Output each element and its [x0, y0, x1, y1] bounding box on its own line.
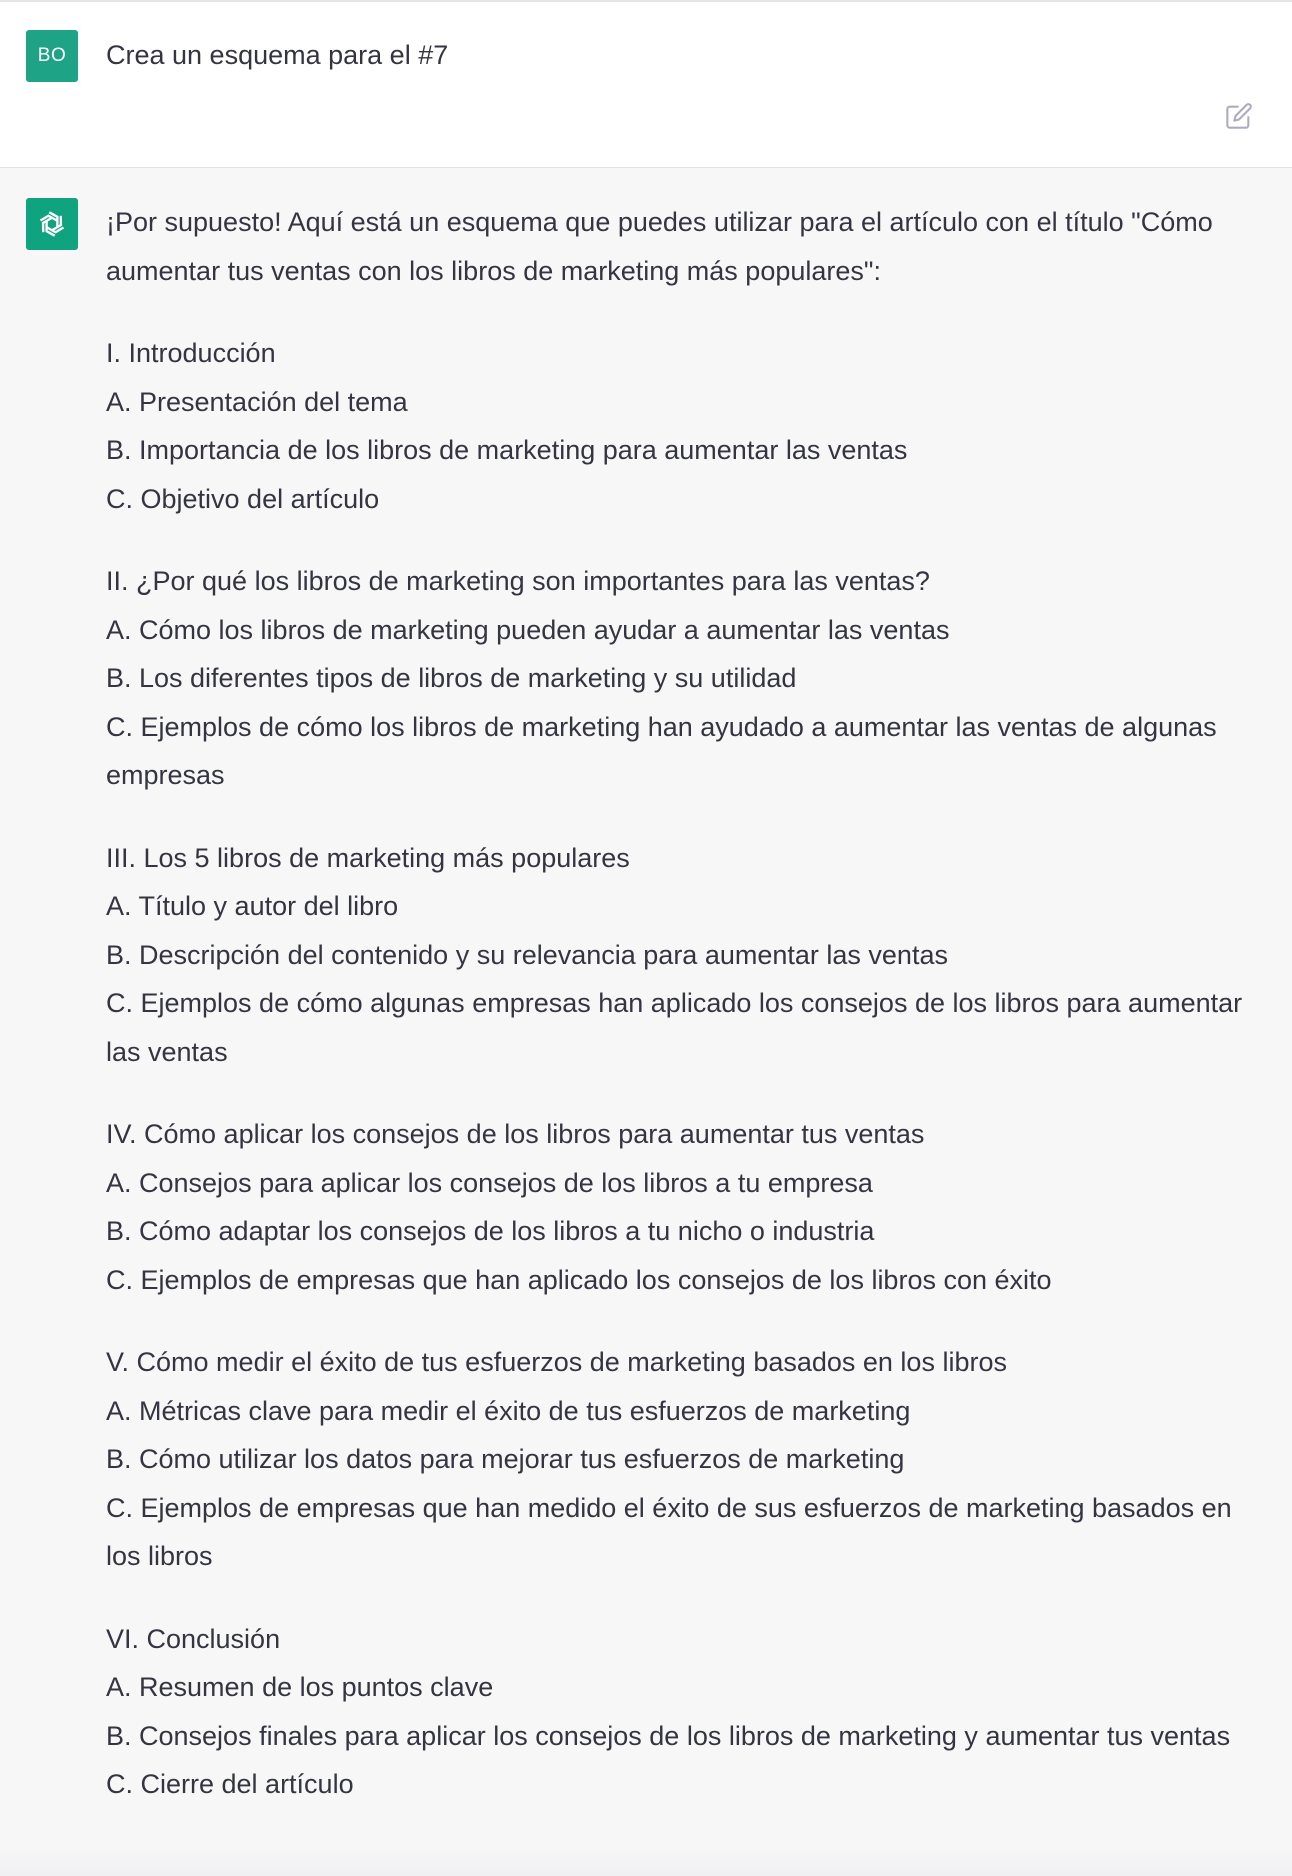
section-item: C. Ejemplos de cómo algunas empresas han aplicado los consejos de los libros para aumentar las ventas: [106, 988, 1243, 1067]
assistant-message-text: [106, 198, 1266, 1843]
outline-section: [106, 1615, 1266, 1809]
user-message: [0, 0, 1292, 168]
user-message-text: Crea un esquema para el #7: [106, 40, 449, 70]
outline-section: [106, 329, 1266, 523]
outline-section: [106, 557, 1266, 800]
user-avatar-initials: BO: [37, 45, 67, 66]
bottom-fade: [0, 1846, 1292, 1876]
section-heading: V. Cómo medir el éxito de tus esfuerzos de marketing basados en los libros: [106, 1347, 1007, 1377]
section-item: A. Cómo los libros de marketing pueden ayudar a aumentar las ventas: [106, 614, 950, 645]
section-heading: IV. Cómo aplicar los consejos de los libros para aumentar tus ventas: [106, 1119, 925, 1149]
assistant-message: [0, 168, 1292, 1876]
section-heading: VI. Conclusión: [106, 1623, 281, 1654]
outline-section: [106, 1338, 1266, 1581]
assistant-avatar: [26, 198, 78, 250]
section-item: B. Importancia de los libros de marketing para aumentar las ventas: [106, 435, 908, 465]
section-item: A. Resumen de los puntos clave: [106, 1672, 494, 1702]
edit-message-button[interactable]: [1222, 99, 1256, 133]
outline-section: [106, 1110, 1266, 1304]
section-item: C. Ejemplos de empresas que han medido el éxito de sus esfuerzos de marketing basados en los libros: [106, 1492, 1232, 1571]
edit-icon: [1225, 102, 1253, 130]
section-item: A. Título y autor del libro: [106, 891, 399, 921]
section-item: A. Consejos para aplicar los consejos de los libros a tu empresa: [106, 1167, 873, 1198]
section-item: A. Métricas clave para medir el éxito de tus esfuerzos de marketing: [106, 1395, 911, 1426]
section-item: C. Ejemplos de cómo los libros de marketing han ayudado a aumentar las ventas de algunas empresas: [106, 711, 1217, 790]
section-item: B. Cómo adaptar los consejos de los libros a tu nicho o industria: [106, 1216, 875, 1246]
user-avatar: [26, 30, 78, 82]
section-item: B. Los diferentes tipos de libros de marketing y su utilidad: [106, 663, 797, 693]
section-heading: III. Los 5 libros de marketing más populares: [106, 842, 630, 873]
openai-logo-icon: [34, 206, 70, 242]
section-item: B. Descripción del contenido y su relevancia para aumentar las ventas: [106, 939, 948, 970]
section-item: C. Cierre del artículo: [106, 1769, 354, 1799]
intro-paragraph: ¡Por supuesto! Aquí está un esquema que puedes utilizar para el artículo con el título "Cómo aumentar tus ventas con los libros de marketing más populares":: [106, 207, 1213, 286]
outline-section: [106, 834, 1266, 1077]
section-item: B. Consejos finales para aplicar los consejos de los libros de marketing y aumentar tus ventas: [106, 1720, 1231, 1751]
section-item: A. Presentación del tema: [106, 386, 408, 417]
section-item: C. Ejemplos de empresas que han aplicado los consejos de los libros con éxito: [106, 1264, 1052, 1295]
section-heading: I. Introducción: [106, 338, 276, 368]
section-item: B. Cómo utilizar los datos para mejorar tus esfuerzos de marketing: [106, 1444, 905, 1474]
section-heading: II. ¿Por qué los libros de marketing son importantes para las ventas?: [106, 566, 930, 596]
section-item: C. Objetivo del artículo: [106, 483, 380, 514]
